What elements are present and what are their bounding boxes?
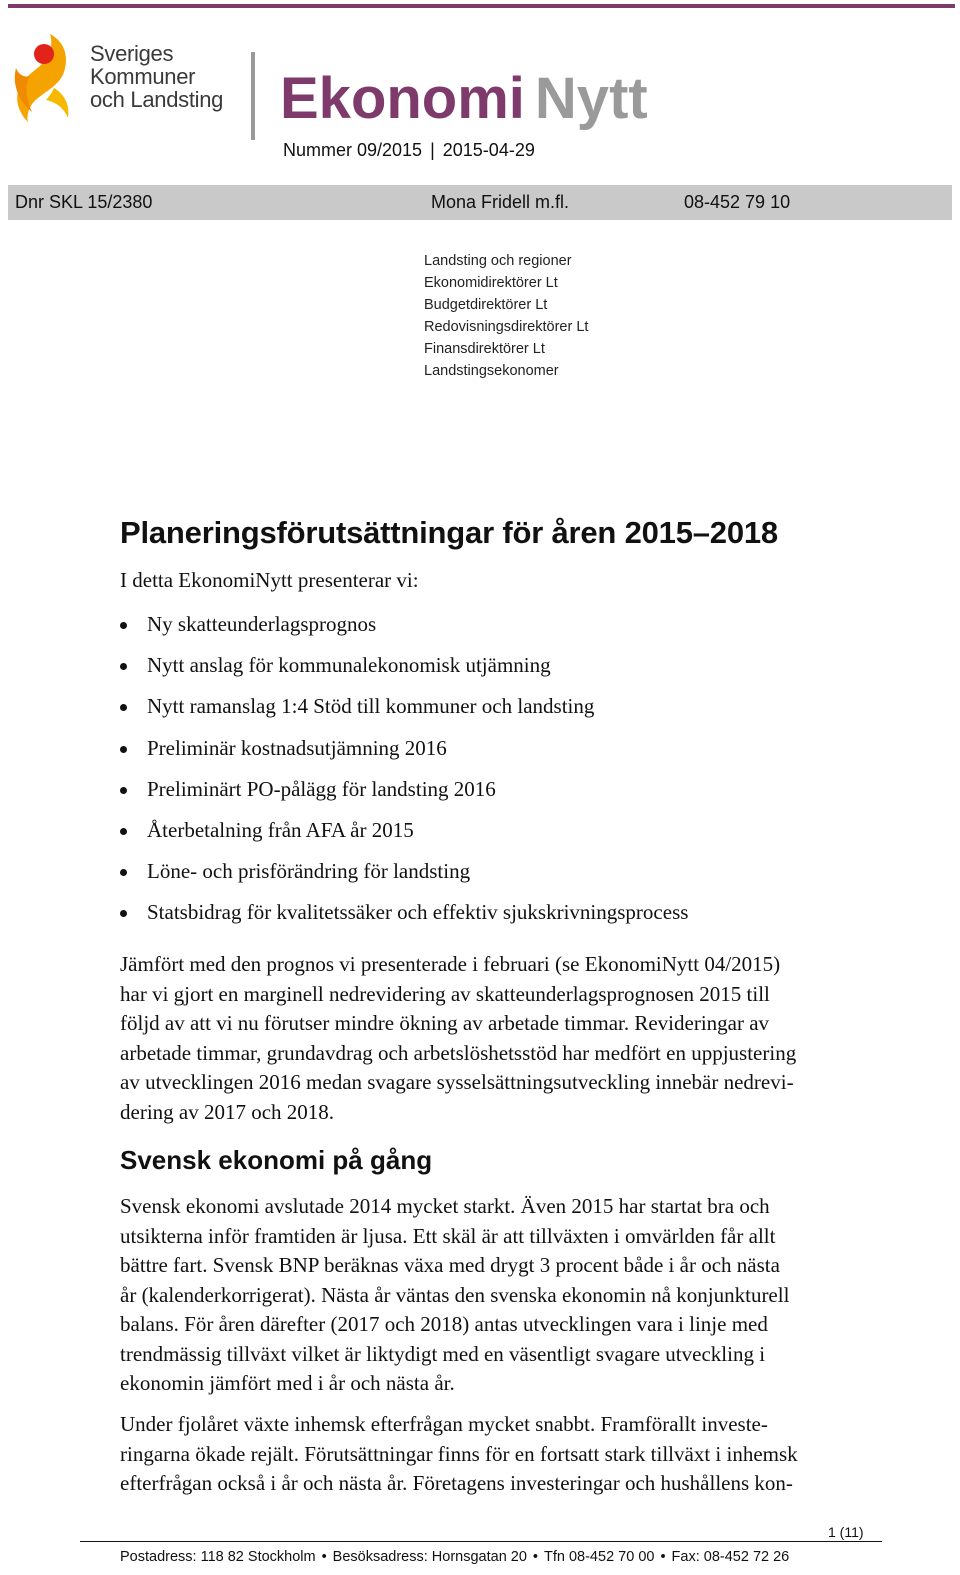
text-line: bättre fart. Svensk BNP beräknas växa med drygt 3 procent både i år och nästa	[120, 1253, 780, 1277]
list-item-text: Preliminär kostnadsutjämning 2016	[147, 735, 447, 760]
recipient: Finansdirektörer Lt	[424, 341, 545, 357]
recipient: Landsting och regioner	[424, 253, 572, 269]
text-line: ringarna ökade rejält. Förutsättningar finns för en fortsatt stark tillväxt i inhemsk	[120, 1441, 798, 1466]
list-item	[120, 851, 688, 892]
text-line: av utvecklingen 2016 medan svagare sysselsättningsutveckling innebär nedrevi-	[120, 1070, 794, 1094]
top-rule	[8, 4, 955, 8]
masthead-part-nytt: Nytt	[534, 66, 648, 131]
text-line: Jämfört med den prognos vi presenterade i februari (se EkonomiNytt 04/2015)	[120, 952, 781, 976]
list-item-text: Statsbidrag för kvalitetssäker och effektiv sjukskrivningsprocess	[147, 900, 689, 925]
author: Mona Fridell m.fl.	[431, 192, 570, 212]
section-heading: Svensk ekonomi på gång	[120, 1145, 433, 1175]
footer-postal: Postadress: 118 82 Stockholm	[120, 1549, 316, 1565]
recipient: Budgetdirektörer Lt	[424, 297, 548, 313]
bullet-icon	[120, 828, 127, 835]
list-item-text: Återbetalning från AFA år 2015	[147, 817, 414, 842]
paragraph-demand	[120, 1410, 885, 1499]
issue-number: Nummer 09/2015	[283, 140, 423, 160]
text-line: balans. För åren därefter (2017 och 2018) antas utvecklingen vara i linje med	[120, 1312, 768, 1336]
list-item-text: Preliminärt PO-pålägg för landsting 2016	[147, 776, 496, 801]
text-line: följd av att vi nu förutser mindre ökning av arbetade timmar. Revideringar av	[120, 1011, 770, 1035]
list-item-text: Nytt anslag för kommunalekonomisk utjämning	[147, 653, 551, 678]
footer-bullet: •	[660, 1549, 666, 1565]
text-line: efterfrågan också i år och nästa år. Företagens investeringar och hushållens kon-	[120, 1471, 793, 1495]
issue-date: 2015-04-29	[442, 140, 535, 160]
footer-contact	[120, 1549, 789, 1565]
footer-bullet: •	[532, 1549, 538, 1565]
recipient-list	[424, 250, 588, 382]
topic-list	[120, 604, 688, 934]
issue-line	[283, 140, 535, 161]
bullet-icon	[120, 663, 127, 670]
text-line: ekonomin jämfört med i år och nästa år.	[120, 1371, 455, 1395]
bullet-icon	[120, 622, 127, 629]
text-line: dering av 2017 och 2018.	[120, 1099, 335, 1124]
bullet-icon	[120, 910, 127, 917]
bullet-icon	[120, 869, 127, 876]
text-line: trendmässig tillväxt vilket är liktydigt med en väsentligt svagare utveckling i	[120, 1341, 766, 1366]
recipient: Ekonomidirektörer Lt	[424, 275, 558, 291]
list-item-text: Ny skatteunderlagsprognos	[147, 612, 377, 636]
document-info-bar	[8, 185, 952, 220]
recipient: Landstingsekonomer	[424, 363, 559, 379]
contact-phone: 08-452 79 10	[684, 192, 791, 212]
list-item	[120, 769, 688, 810]
bullet-icon	[120, 746, 127, 753]
bullet-icon	[120, 704, 127, 711]
list-item-text: Löne- och prisförändring för landsting	[147, 859, 471, 884]
list-item	[120, 645, 688, 686]
dnr-number: Dnr SKL 15/2380	[15, 192, 153, 212]
article-intro: I detta EkonomiNytt presenterar vi:	[120, 568, 419, 592]
org-name-line: Kommuner	[90, 64, 196, 89]
recipient: Redovisningsdirektörer Lt	[424, 319, 589, 335]
text-line: år (kalenderkorrigerat). Nästa år väntas den svenska ekonomin nå konjunkturell	[120, 1282, 790, 1307]
text-line: Under fjolåret växte inhemsk efterfrågan mycket snabbt. Framförallt investe-	[120, 1412, 768, 1436]
list-item	[120, 810, 688, 851]
paragraph-prognosis	[120, 950, 885, 1127]
issue-separator: |	[430, 140, 435, 160]
list-item-text: Nytt ramanslag 1:4 Stöd till kommuner och landsting	[147, 694, 595, 719]
list-item	[120, 728, 688, 769]
footer-tel: Tfn 08-452 70 00	[544, 1549, 655, 1565]
masthead-part-ekonomi: Ekonomi	[280, 66, 525, 131]
footer-bullet: •	[321, 1549, 327, 1565]
footer-rule	[80, 1541, 882, 1542]
text-line: har vi gjort en marginell nedrevidering av skatteunderlagsprognosen 2015 till	[120, 981, 770, 1006]
org-name-line: Sveriges	[90, 41, 174, 66]
bullet-icon	[120, 787, 127, 794]
organization-name	[90, 42, 223, 111]
masthead-title	[280, 66, 648, 132]
header-divider	[251, 52, 255, 140]
text-line: utsikterna inför framtiden är ljusa. Ett skäl är att tillväxten i omvärlden får allt	[120, 1223, 776, 1248]
page-number: 1 (11)	[828, 1524, 864, 1540]
org-name-line: och Landsting	[90, 87, 224, 112]
article-title: Planeringsförutsättningar för åren 2015–2018	[120, 515, 778, 550]
list-item	[120, 892, 688, 933]
footer-visit: Besöksadress: Hornsgatan 20	[332, 1549, 527, 1565]
text-line: arbetade timmar, grundavdrag och arbetslöshetsstöd har medfört en uppjustering	[120, 1040, 797, 1065]
paragraph-economy	[120, 1192, 885, 1399]
text-line: Svensk ekonomi avslutade 2014 mycket starkt. Även 2015 har startat bra och	[120, 1194, 770, 1218]
list-item	[120, 686, 688, 727]
list-item	[120, 604, 688, 645]
footer-fax: Fax: 08-452 72 26	[671, 1549, 790, 1565]
skl-logo-icon	[10, 28, 80, 123]
